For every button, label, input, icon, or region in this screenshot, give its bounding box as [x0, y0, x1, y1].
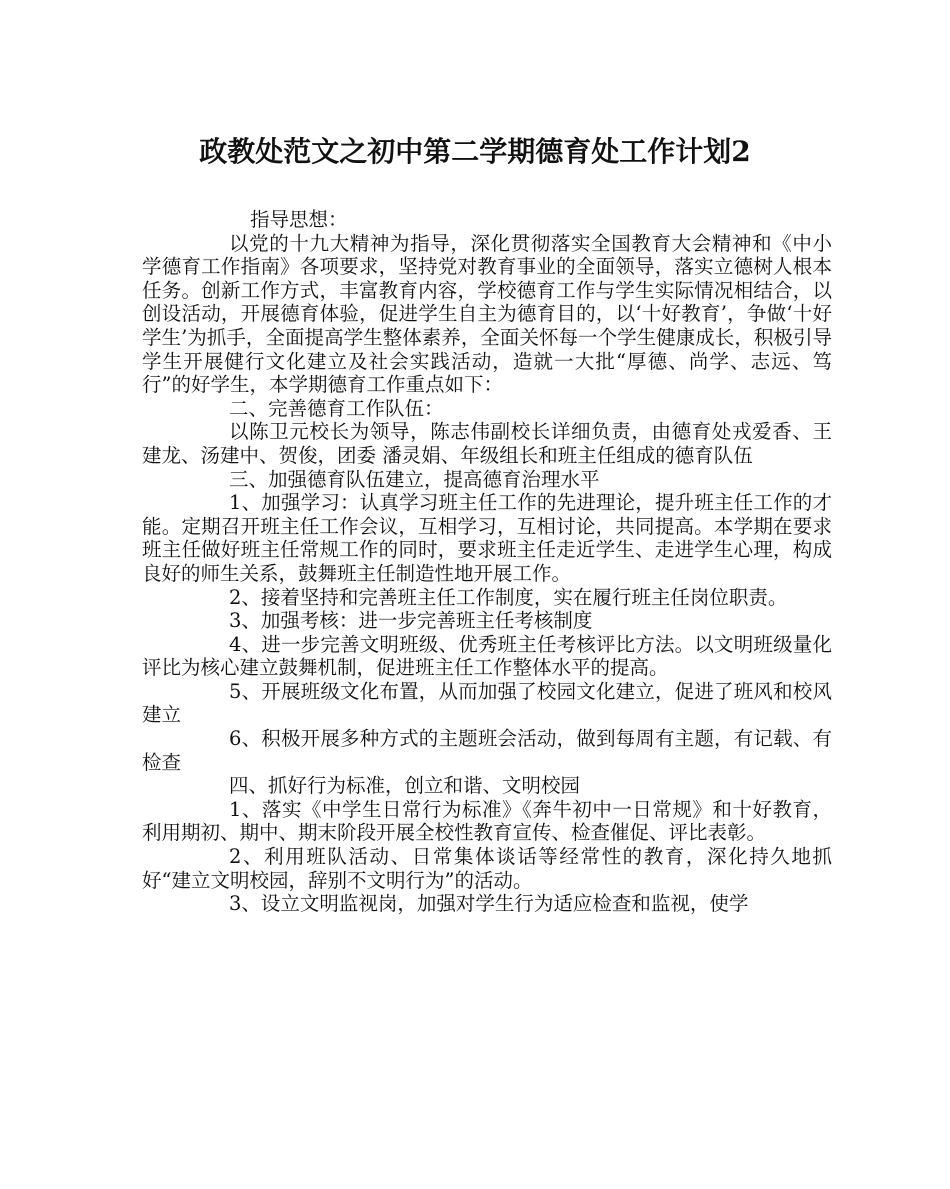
section-heading-4: 四、抓好行为标准，创立和谐、文明校园: [229, 774, 581, 798]
paragraph-item: 6、积极开展多种方式的主题班会活动，做到每周有主题，有记载、有检查: [142, 727, 832, 774]
paragraph-item: 4、进一步完善文明班级、优秀班主任考核评比方法。以文明班级量化评比为核心建立鼓舞机制，促进班主任工作整体水平的提高。: [142, 632, 832, 680]
paragraph-item: 1、加强学习：认真学习班主任工作的先进理论，提升班主任工作的才能。定期召开班主任工作会议，互相学习，互相讨论，共同提高。本学期在要求班主任做好班主任常规工作的同时，要求班主任走近学生、走进学生心理，构成良好的师生关系，鼓舞班主任制造性地开展工作。: [142, 491, 832, 585]
paragraph-team: 以陈卫元校长为领导，陈志伟副校长详细负责，由德育处戎爱香、王建龙、汤建中、贺俊，团委 潘灵娟、年级组长和班主任组成的德育队伍: [142, 420, 832, 467]
section-heading-3: 三、加强德育队伍建立，提高德育治理水平: [229, 467, 600, 491]
paragraph-item: 5、开展班级文化布置，从而加强了校园文化建立，促进了班风和校风建立: [142, 679, 832, 727]
document-body: [142, 208, 832, 916]
document-title: 政教处范文之初中第二学期德育处工作计划2: [199, 135, 751, 168]
paragraph-item: 2、接着坚持和完善班主任工作制度，实在履行班主任岗位职责。: [229, 585, 788, 609]
paragraph-item: 3、加强考核：进一步完善班主任考核制度: [229, 609, 593, 633]
paragraph-guiding-thought: 以党的十九大精神为指导，深化贯彻落实全国教育大会精神和《中小学德育工作指南》各项要求，坚持党对教育事业的全面领导，落实立德树人根本任务。创新工作方式，丰富教育内容，学校德育工作与学生实际情况相结合，以创设活动，开展德育体验，促进学生自主为德育目的，以‘十好教育’，争做‘十好学生’为抓手，全面提高学生整体素养，全面关怀每一个学生健康成长，积极引导学生开展健行文化建立及社会实践活动，造就一大批“厚德、尚学、志远、笃行”的好学生，本学期德育工作重点如下：: [142, 231, 832, 397]
section-heading-2: 二、完善德育工作队伍：: [229, 396, 444, 420]
paragraph-item: 1、落实《中学生日常行为标准》《奔牛初中一日常规》和十好教育，利用期初、期中、期末阶段开展全校性教育宣传、检查催促、评比表彰。: [142, 797, 832, 845]
paragraph-item: 2、利用班队活动、日常集体谈话等经常性的教育，深化持久地抓好“建立文明校园，辞别不文明行为”的活动。: [142, 845, 832, 892]
paragraph-item: 3、设立文明监视岗，加强对学生行为适应检查和监视，使学: [229, 892, 749, 916]
paragraph-guiding-heading: 指导思想：: [250, 208, 348, 231]
